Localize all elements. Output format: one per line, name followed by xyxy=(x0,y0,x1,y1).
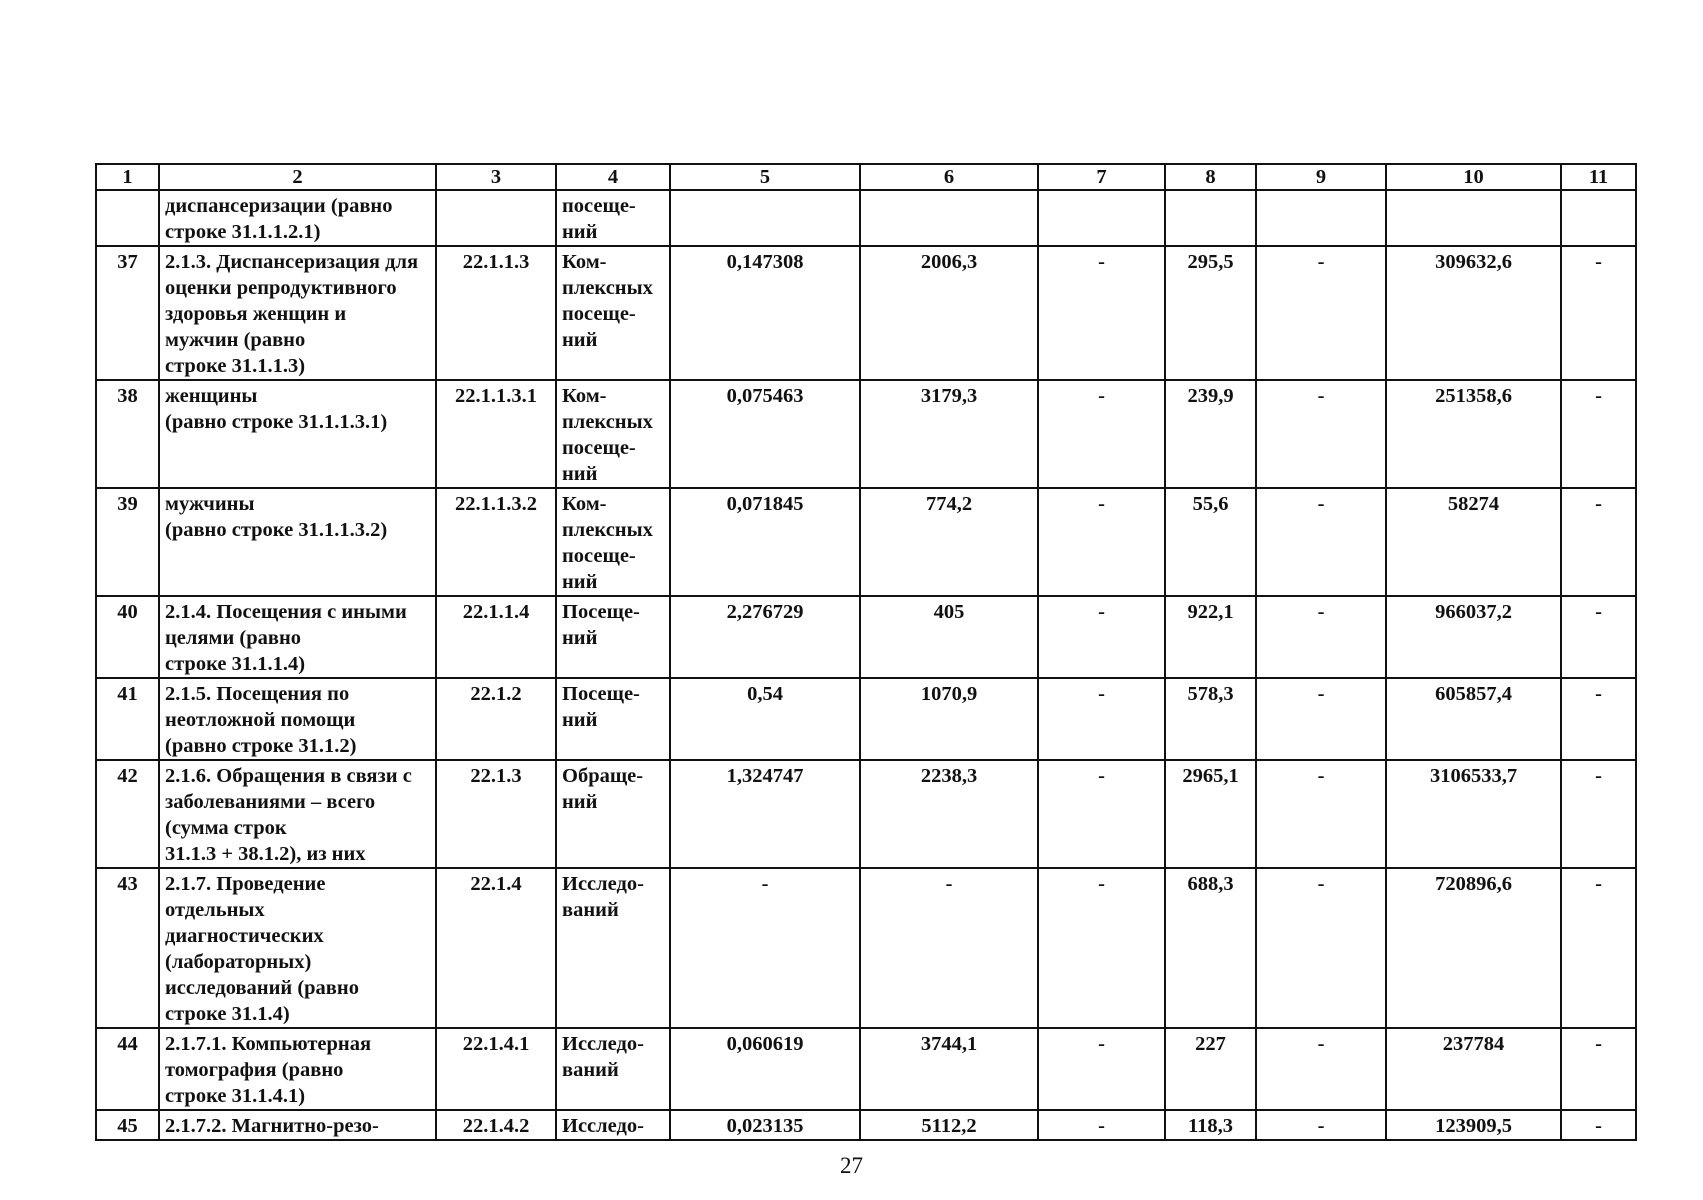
value-col7-cell: - xyxy=(1038,868,1165,1028)
column-header: 9 xyxy=(1256,164,1386,190)
value-col5-cell: 0,060619 xyxy=(670,1028,860,1110)
value-col10-cell: 3106533,7 xyxy=(1386,760,1561,868)
value-col11-cell: - xyxy=(1561,1110,1636,1140)
row-number-cell: 38 xyxy=(96,380,159,488)
value-col6-cell: 3744,1 xyxy=(860,1028,1038,1110)
unit-cell xyxy=(556,760,670,868)
indicator-name-cell xyxy=(159,1028,436,1110)
value-col9-cell: - xyxy=(1256,1028,1386,1110)
unit-cell xyxy=(556,380,670,488)
value-col10-cell: 309632,6 xyxy=(1386,246,1561,380)
row-number-cell: 42 xyxy=(96,760,159,868)
value-col7-cell: - xyxy=(1038,488,1165,596)
value-col9-cell: - xyxy=(1256,596,1386,678)
value-col10-cell: 720896,6 xyxy=(1386,868,1561,1028)
unit-line: ний xyxy=(562,709,598,731)
indicator-name-line: 2.1.3. Диспансеризация для xyxy=(165,251,419,273)
indicator-name-line: диспансеризации (равно xyxy=(165,195,393,217)
indicator-name-line: 2.1.4. Посещения с иными xyxy=(165,601,407,623)
unit-line: плексных xyxy=(562,519,653,541)
row-number-cell: 39 xyxy=(96,488,159,596)
indicator-name-line: 2.1.7.2. Магнитно-резо- xyxy=(165,1115,379,1137)
unit-line: посеще- xyxy=(562,545,636,567)
value-col7-cell xyxy=(1038,190,1165,246)
unit-line: Исследо- xyxy=(562,1115,644,1137)
value-col8-cell: 2965,1 xyxy=(1165,760,1256,868)
document-sheet xyxy=(95,163,1635,1141)
unit-line: посеще- xyxy=(562,303,636,325)
value-col9-cell: - xyxy=(1256,760,1386,868)
column-header: 6 xyxy=(860,164,1038,190)
unit-line: ний xyxy=(562,463,598,485)
value-col10-cell: 251358,6 xyxy=(1386,380,1561,488)
value-col6-cell: 1070,9 xyxy=(860,678,1038,760)
unit-line: ваний xyxy=(562,899,619,921)
unit-line: посеще- xyxy=(562,195,636,217)
table-row xyxy=(96,380,1636,488)
value-col7-cell: - xyxy=(1038,760,1165,868)
row-number-cell: 44 xyxy=(96,1028,159,1110)
value-col10-cell: 123909,5 xyxy=(1386,1110,1561,1140)
unit-cell xyxy=(556,246,670,380)
row-code-cell: 22.1.1.3.1 xyxy=(436,380,556,488)
table-row xyxy=(96,1110,1636,1140)
value-col10-cell: 237784 xyxy=(1386,1028,1561,1110)
row-code-cell xyxy=(436,190,556,246)
indicator-name-line: диагностических xyxy=(165,925,324,947)
value-col5-cell: 2,276729 xyxy=(670,596,860,678)
value-col8-cell: 55,6 xyxy=(1165,488,1256,596)
value-col8-cell: 922,1 xyxy=(1165,596,1256,678)
value-col11-cell: - xyxy=(1561,678,1636,760)
unit-line: Ком- xyxy=(562,385,607,407)
row-code-cell: 22.1.4.2 xyxy=(436,1110,556,1140)
indicator-name-line: (равно строке 31.1.1.3.1) xyxy=(165,411,388,433)
value-col9-cell: - xyxy=(1256,246,1386,380)
indicator-name-cell xyxy=(159,1110,436,1140)
indicator-name-line: целями (равно xyxy=(165,627,302,649)
row-code-cell: 22.1.2 xyxy=(436,678,556,760)
value-col6-cell: 3179,3 xyxy=(860,380,1038,488)
table-row xyxy=(96,488,1636,596)
value-col7-cell: - xyxy=(1038,678,1165,760)
value-col11-cell: - xyxy=(1561,868,1636,1028)
column-header: 3 xyxy=(436,164,556,190)
indicator-name-cell xyxy=(159,246,436,380)
row-code-cell: 22.1.1.4 xyxy=(436,596,556,678)
indicator-name-cell xyxy=(159,760,436,868)
indicator-name-cell xyxy=(159,488,436,596)
column-header: 10 xyxy=(1386,164,1561,190)
data-table xyxy=(95,163,1637,1141)
indicator-name-line: (лабораторных) xyxy=(165,951,312,973)
value-col9-cell: - xyxy=(1256,868,1386,1028)
indicator-name-line: 2.1.7. Проведение xyxy=(165,873,326,895)
value-col6-cell xyxy=(860,190,1038,246)
indicator-name-line: строке 31.1.4) xyxy=(165,1003,290,1025)
unit-line: ний xyxy=(562,221,598,243)
indicator-name-line: женщины xyxy=(165,385,258,407)
unit-line: ний xyxy=(562,791,598,813)
value-col9-cell: - xyxy=(1256,678,1386,760)
indicator-name-line: 2.1.7.1. Компьютерная xyxy=(165,1033,372,1055)
value-col8-cell: 227 xyxy=(1165,1028,1256,1110)
value-col11-cell: - xyxy=(1561,596,1636,678)
value-col7-cell: - xyxy=(1038,1028,1165,1110)
row-code-cell: 22.1.1.3 xyxy=(436,246,556,380)
indicator-name-line: 2.1.6. Обращения в связи с xyxy=(165,765,412,787)
column-number-row xyxy=(96,164,1636,190)
value-col8-cell: 295,5 xyxy=(1165,246,1256,380)
indicator-name-line: томография (равно xyxy=(165,1059,344,1081)
indicator-name-line: оценки репродуктивного xyxy=(165,277,397,299)
value-col5-cell xyxy=(670,190,860,246)
value-col6-cell: - xyxy=(860,868,1038,1028)
row-number-cell: 45 xyxy=(96,1110,159,1140)
table-row xyxy=(96,596,1636,678)
indicator-name-line: исследований (равно xyxy=(165,977,359,999)
value-col5-cell: 1,324747 xyxy=(670,760,860,868)
row-number-cell: 41 xyxy=(96,678,159,760)
value-col11-cell: - xyxy=(1561,246,1636,380)
value-col11-cell xyxy=(1561,190,1636,246)
indicator-name-line: (равно строке 31.1.1.3.2) xyxy=(165,519,388,541)
value-col10-cell: 966037,2 xyxy=(1386,596,1561,678)
table-body xyxy=(96,190,1636,1140)
value-col11-cell: - xyxy=(1561,380,1636,488)
unit-line: Обраще- xyxy=(562,765,644,787)
value-col9-cell: - xyxy=(1256,380,1386,488)
value-col5-cell: 0,147308 xyxy=(670,246,860,380)
unit-cell xyxy=(556,190,670,246)
indicator-name-cell xyxy=(159,678,436,760)
value-col6-cell: 2006,3 xyxy=(860,246,1038,380)
unit-line: посеще- xyxy=(562,437,636,459)
value-col8-cell xyxy=(1165,190,1256,246)
unit-line: Исследо- xyxy=(562,873,644,895)
unit-line: Исследо- xyxy=(562,1033,644,1055)
unit-cell xyxy=(556,678,670,760)
column-header: 7 xyxy=(1038,164,1165,190)
indicator-name-cell xyxy=(159,868,436,1028)
value-col8-cell: 239,9 xyxy=(1165,380,1256,488)
row-code-cell: 22.1.4.1 xyxy=(436,1028,556,1110)
column-header: 5 xyxy=(670,164,860,190)
indicator-name-line: строке 31.1.1.4) xyxy=(165,653,306,675)
page-number: 27 xyxy=(840,1153,863,1178)
value-col6-cell: 405 xyxy=(860,596,1038,678)
indicator-name-line: (сумма строк xyxy=(165,817,287,839)
value-col6-cell: 774,2 xyxy=(860,488,1038,596)
table-row xyxy=(96,190,1636,246)
unit-line: плексных xyxy=(562,277,653,299)
indicator-name-line: заболеваниями – всего xyxy=(165,791,376,813)
value-col10-cell: 605857,4 xyxy=(1386,678,1561,760)
unit-line: ний xyxy=(562,571,598,593)
column-header: 11 xyxy=(1561,164,1636,190)
unit-line: Ком- xyxy=(562,251,607,273)
table-row xyxy=(96,868,1636,1028)
value-col11-cell: - xyxy=(1561,760,1636,868)
value-col8-cell: 118,3 xyxy=(1165,1110,1256,1140)
value-col9-cell: - xyxy=(1256,488,1386,596)
indicator-name-cell xyxy=(159,190,436,246)
indicator-name-line: 31.1.3 + 38.1.2), из них xyxy=(165,843,366,865)
value-col10-cell: 58274 xyxy=(1386,488,1561,596)
indicator-name-line: отдельных xyxy=(165,899,265,921)
indicator-name-line: мужчины xyxy=(165,493,255,515)
indicator-name-line: (равно строке 31.1.2) xyxy=(165,735,357,757)
row-number-cell: 40 xyxy=(96,596,159,678)
value-col7-cell: - xyxy=(1038,596,1165,678)
indicator-name-line: неотложной помощи xyxy=(165,709,356,731)
value-col7-cell: - xyxy=(1038,1110,1165,1140)
indicator-name-line: здоровья женщин и xyxy=(165,303,347,325)
value-col8-cell: 688,3 xyxy=(1165,868,1256,1028)
unit-cell xyxy=(556,868,670,1028)
unit-line: Ком- xyxy=(562,493,607,515)
value-col5-cell: 0,023135 xyxy=(670,1110,860,1140)
value-col9-cell: - xyxy=(1256,1110,1386,1140)
value-col11-cell: - xyxy=(1561,488,1636,596)
value-col5-cell: - xyxy=(670,868,860,1028)
value-col6-cell: 5112,2 xyxy=(860,1110,1038,1140)
unit-line: Посеще- xyxy=(562,683,640,705)
value-col10-cell xyxy=(1386,190,1561,246)
indicator-name-cell xyxy=(159,596,436,678)
table-row xyxy=(96,760,1636,868)
unit-line: плексных xyxy=(562,411,653,433)
table-row xyxy=(96,1028,1636,1110)
indicator-name-line: мужчин (равно xyxy=(165,329,306,351)
value-col7-cell: - xyxy=(1038,380,1165,488)
indicator-name-line: 2.1.5. Посещения по xyxy=(165,683,350,705)
value-col5-cell: 0,075463 xyxy=(670,380,860,488)
value-col9-cell xyxy=(1256,190,1386,246)
unit-line: ний xyxy=(562,329,598,351)
row-code-cell: 22.1.1.3.2 xyxy=(436,488,556,596)
indicator-name-line: строке 31.1.1.3) xyxy=(165,355,306,377)
column-header: 1 xyxy=(96,164,159,190)
indicator-name-line: строке 31.1.1.2.1) xyxy=(165,221,321,243)
row-number-cell: 43 xyxy=(96,868,159,1028)
value-col6-cell: 2238,3 xyxy=(860,760,1038,868)
value-col8-cell: 578,3 xyxy=(1165,678,1256,760)
indicator-name-line: строке 31.1.4.1) xyxy=(165,1085,306,1107)
unit-cell xyxy=(556,1110,670,1140)
row-code-cell: 22.1.4 xyxy=(436,868,556,1028)
value-col5-cell: 0,071845 xyxy=(670,488,860,596)
unit-cell xyxy=(556,488,670,596)
unit-line: Посеще- xyxy=(562,601,640,623)
column-header: 8 xyxy=(1165,164,1256,190)
value-col11-cell: - xyxy=(1561,1028,1636,1110)
table-row xyxy=(96,678,1636,760)
row-code-cell: 22.1.3 xyxy=(436,760,556,868)
column-header: 2 xyxy=(159,164,436,190)
unit-line: ний xyxy=(562,627,598,649)
column-header: 4 xyxy=(556,164,670,190)
row-number-cell: 37 xyxy=(96,246,159,380)
value-col7-cell: - xyxy=(1038,246,1165,380)
unit-cell xyxy=(556,1028,670,1110)
table-row xyxy=(96,246,1636,380)
unit-line: ваний xyxy=(562,1059,619,1081)
indicator-name-cell xyxy=(159,380,436,488)
row-number-cell xyxy=(96,190,159,246)
unit-cell xyxy=(556,596,670,678)
value-col5-cell: 0,54 xyxy=(670,678,860,760)
